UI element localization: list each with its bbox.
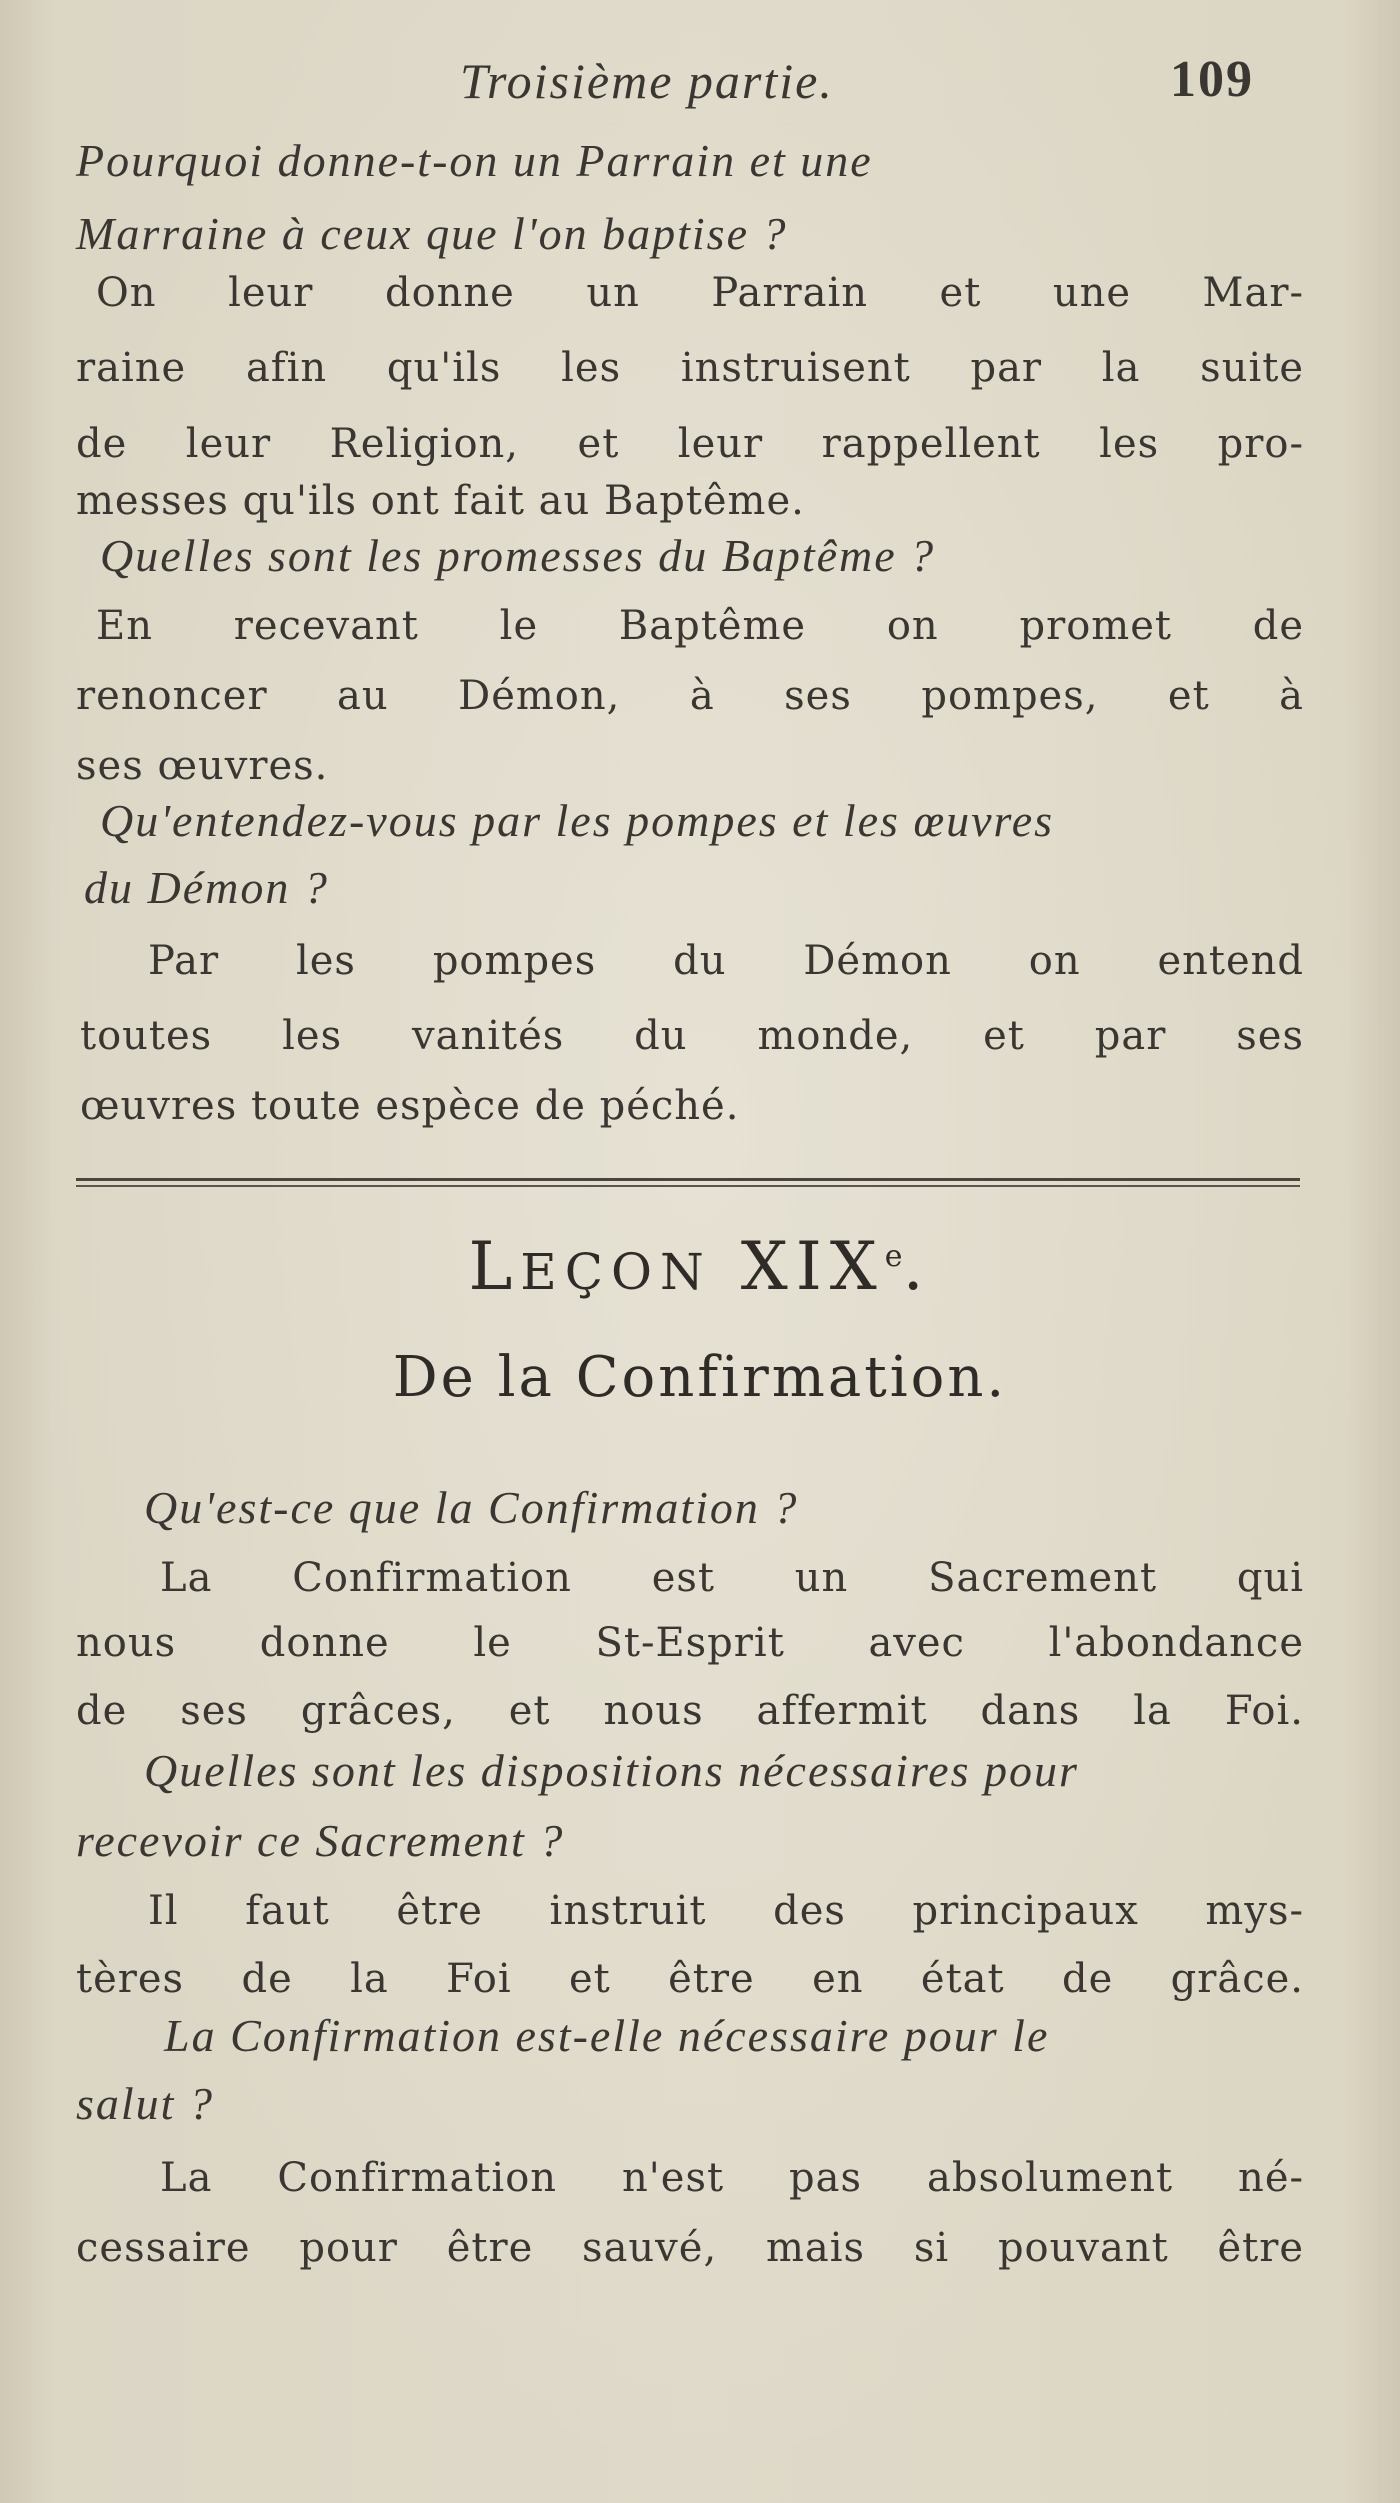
answer-line: toutes les vanités du monde, et par ses <box>80 1013 1304 1059</box>
lesson-initial: L <box>468 1228 521 1305</box>
question-line: recevoir ce Sacrement ? <box>76 1815 565 1866</box>
answer-line: En recevant le Baptême on promet de <box>96 603 1304 649</box>
answer-line: messes qu'ils ont fait au Baptême. <box>76 478 805 524</box>
question-line: Qu'est-ce que la Confirmation ? <box>144 1482 799 1533</box>
question-line: du Démon ? <box>84 862 329 913</box>
lesson-numeral: XIX <box>740 1228 885 1305</box>
answer-line: raine afin qu'ils les instruisent par la suite <box>76 345 1304 391</box>
section-title: De la Confirmation. <box>392 1345 1008 1410</box>
answer-line: On leur donne un Parrain et une Mar- <box>96 270 1304 316</box>
question-line: Pourquoi donne-t-on un Parrain et une <box>76 135 873 186</box>
lesson-period: . <box>902 1228 932 1305</box>
answer-line: ses œuvres. <box>76 743 329 789</box>
question-line: Qu'entendez-vous par les pompes et les œuvres <box>100 795 1055 846</box>
question-line: Quelles sont les promesses du Baptême ? <box>100 530 936 581</box>
question-line: La Confirmation est-elle nécessaire pour le <box>164 2010 1050 2061</box>
lesson-word: EÇON <box>520 1243 712 1301</box>
section-divider <box>76 1176 1300 1190</box>
answer-line: Par les pompes du Démon on entend <box>148 938 1304 984</box>
answer-line: de ses grâces, et nous affermit dans la Foi. <box>76 1688 1304 1734</box>
answer-line: œuvres toute espèce de péché. <box>80 1083 740 1129</box>
answer-line: La Confirmation est un Sacrement qui <box>160 1555 1304 1601</box>
question-line: Quelles sont les dispositions nécessaires pour <box>144 1745 1079 1796</box>
answer-line: de leur Religion, et leur rappellent les pro- <box>76 421 1304 467</box>
answer-line: Il faut être instruit des principaux mys- <box>148 1888 1304 1934</box>
answer-line: nous donne le St-Esprit avec l'abondance <box>76 1620 1304 1666</box>
page-number: 109 <box>1170 51 1254 108</box>
answer-line: cessaire pour être sauvé, mais si pouvant être <box>76 2225 1304 2271</box>
question-line: salut ? <box>76 2078 214 2129</box>
answer-line: renoncer au Démon, à ses pompes, et à <box>76 673 1304 719</box>
lesson-suffix: e <box>884 1239 903 1274</box>
question-line: Marraine à ceux que l'on baptise ? <box>76 208 788 259</box>
answer-line: La Confirmation n'est pas absolument né- <box>160 2155 1304 2201</box>
answer-line: tères de la Foi et être en état de grâce. <box>76 1956 1304 2002</box>
running-title: Troisième partie. <box>460 53 834 109</box>
lesson-heading <box>0 1228 1400 1305</box>
